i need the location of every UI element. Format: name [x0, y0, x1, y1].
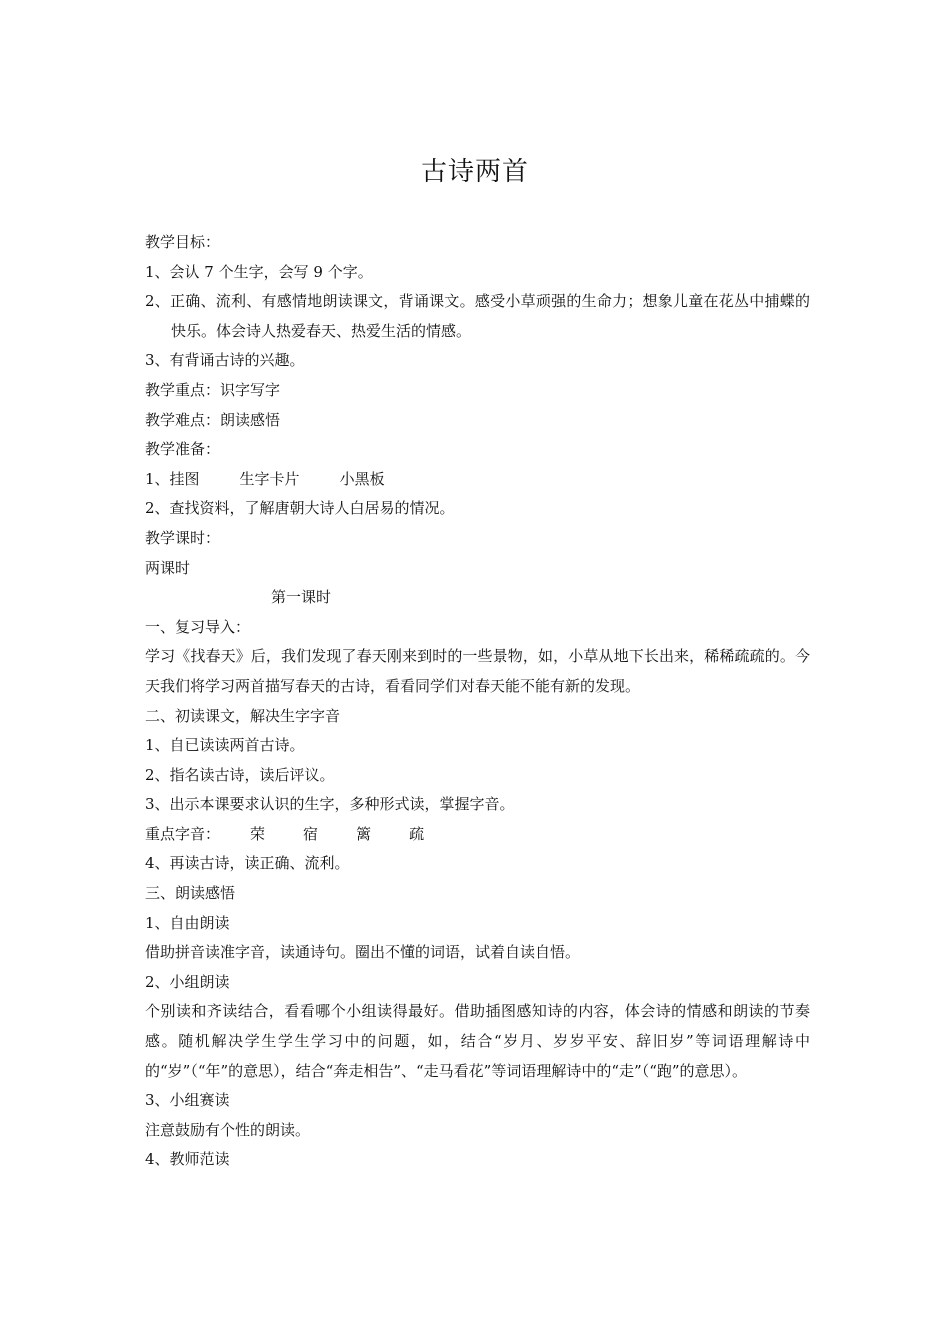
goal-item-1: 1、会认 7 个生字，会写 9 个字。 — [145, 262, 373, 281]
key-char-1: 荣 — [250, 824, 266, 843]
section-3-item-1: 1、自由朗读 — [145, 913, 230, 932]
goal-item-3: 3、有背诵古诗的兴趣。 — [145, 351, 305, 370]
difficulty: 教学难点：朗读感悟 — [145, 410, 281, 429]
section-3-item-2-text: 个别读和齐读结合，看看哪个小组读得最好。借助插图感知诗的内容，体会诗的情感和朗读的节奏感。随机解决学生学生学习中的问题，如，结合“岁月、岁岁平安、辞旧岁”等词语理解诗中的“岁”（“年”的意思），结合“奔走相告”、“走马看花”等词语理解诗中的“走”（“跑”的意思）。 — [145, 1002, 810, 1080]
hours-heading: 教学课时： — [145, 528, 221, 547]
section-1-heading: 一、复习导入： — [145, 617, 251, 636]
goals-heading: 教学目标： — [145, 233, 221, 251]
section-3-item-4: 4、教师范读 — [145, 1150, 230, 1169]
prep-item-1-cards: 生字卡片 — [239, 469, 300, 488]
prep-heading: 教学准备： — [145, 440, 221, 459]
section-3-item-2: 2、小组朗读 — [145, 972, 230, 991]
prep-item-2: 2、查找资料，了解唐朝大诗人白居易的情况。 — [145, 499, 455, 518]
key-char-2: 宿 — [303, 824, 319, 843]
lesson-one-heading: 第一课时 — [271, 588, 332, 607]
section-3-item-3-text: 注意鼓励有个性的朗读。 — [145, 1120, 311, 1139]
section-2-item-2: 2、指名读古诗，读后评议。 — [145, 765, 335, 784]
page-title: 古诗两首 — [420, 157, 529, 187]
hours-value: 两课时 — [145, 558, 191, 577]
key-characters — [145, 820, 810, 850]
document-body — [145, 228, 810, 1175]
goal-item-2: 2、正确、流利、有感情地朗读课文，背诵课文。感受小草顽强的生命力；想象儿童在花丛中捕蝶的快乐。体会诗人热爱春天、热爱生活的情感。 — [145, 292, 810, 340]
section-2-item-1: 1、自已读读两首古诗。 — [145, 736, 305, 755]
prep-item-1 — [145, 465, 810, 495]
section-3-item-3: 3、小组赛读 — [145, 1091, 230, 1110]
prep-item-1-board: 小黑板 — [339, 469, 385, 488]
key-point: 教学重点：识字写字 — [145, 380, 281, 399]
section-2-item-3: 3、出示本课要求认识的生字，多种形式读，掌握字音。 — [145, 795, 515, 814]
section-2-heading: 二、初读课文，解决生字字音 — [145, 706, 341, 725]
key-characters-label: 重点字音： — [145, 824, 221, 843]
key-char-4: 疏 — [409, 824, 425, 843]
key-char-3: 篱 — [356, 824, 372, 843]
prep-item-1-prefix: 1、挂图 — [145, 469, 200, 488]
section-3-heading: 三、朗读感悟 — [145, 884, 236, 903]
section-3-item-1-text: 借助拼音读准字音，读通诗句。圈出不懂的词语，试着自读自悟。 — [145, 943, 581, 962]
section-2-item-4: 4、再读古诗，读正确、流利。 — [145, 854, 350, 873]
section-1-text: 学习《找春天》后，我们发现了春天刚来到时的一些景物，如，小草从地下长出来，稀稀疏疏的。今天我们将学习两首描写春天的古诗，看看同学们对春天能不能有新的发现。 — [145, 647, 810, 695]
